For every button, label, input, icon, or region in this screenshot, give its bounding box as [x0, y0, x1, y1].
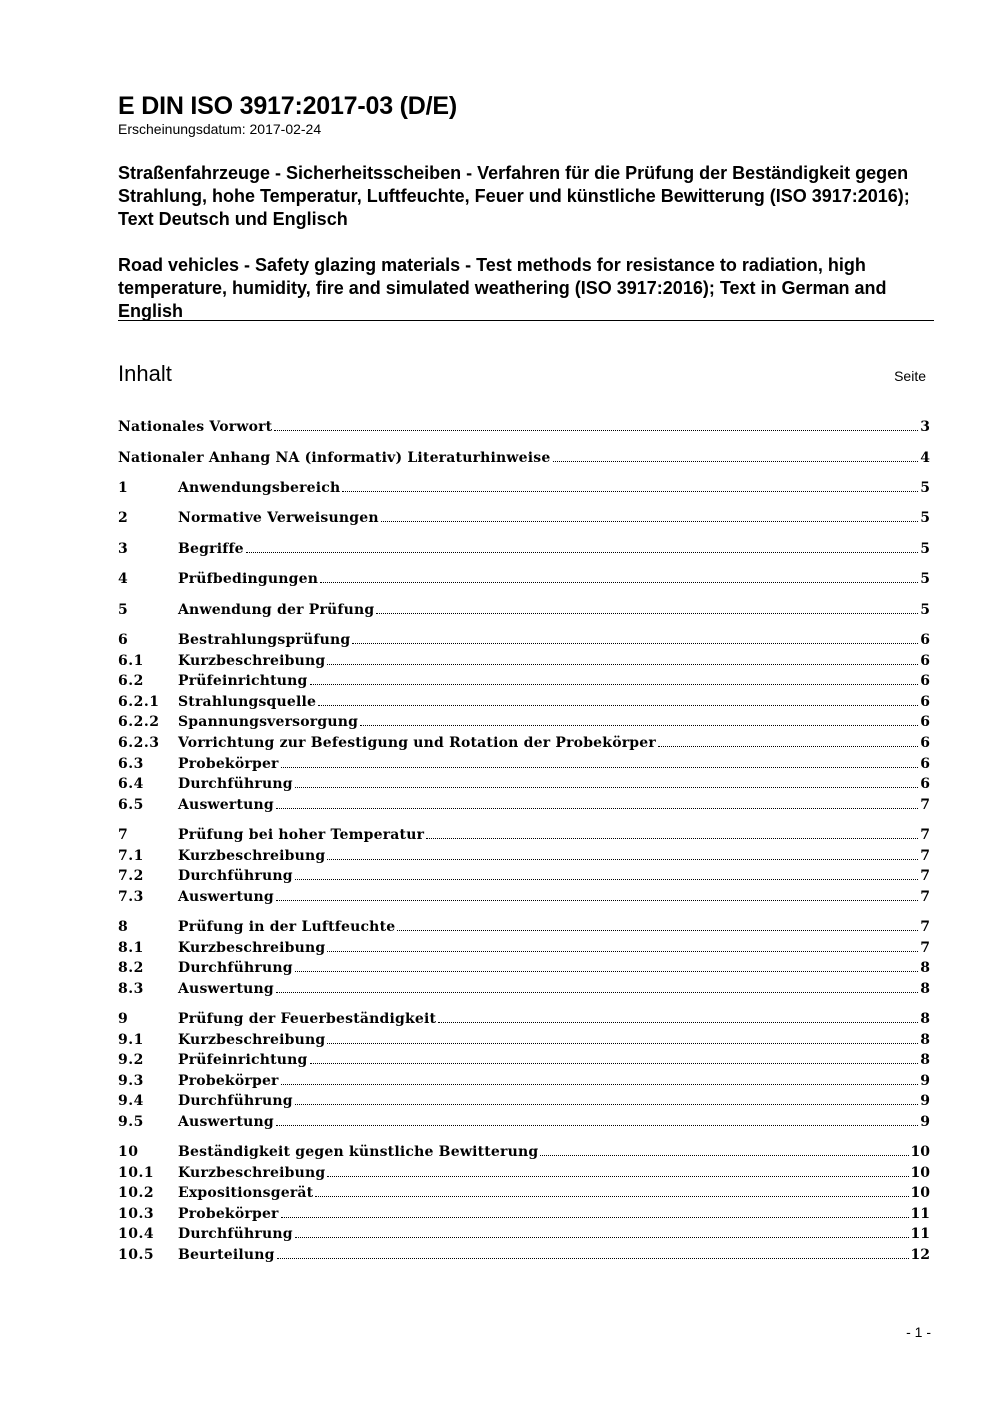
toc-entry-page: 9 [920, 1073, 930, 1089]
toc-entry-page: 7 [920, 827, 930, 843]
toc-entry-number: 10 [118, 1144, 139, 1160]
toc-entry-page: 7 [920, 797, 930, 813]
toc-entry-number: 6.5 [118, 797, 144, 813]
toc-entry-title: Prüfeinrichtung [178, 673, 308, 689]
toc-entry-number: 1 [118, 480, 129, 496]
toc-entry-title: Anwendung der Prüfung [178, 602, 375, 618]
toc-entry[interactable] [118, 1030, 930, 1050]
toc-entry-page: 7 [920, 868, 930, 884]
toc-entry-number: 10.3 [118, 1206, 155, 1222]
toc-entry-number: 7 [118, 827, 129, 843]
toc-entry-title: Kurzbeschreibung [178, 848, 326, 864]
toc-entry-page: 9 [920, 1093, 930, 1109]
toc-entry-number: 6.4 [118, 776, 144, 792]
toc-dot-leader [276, 808, 918, 809]
toc-entry[interactable] [118, 1050, 930, 1070]
toc-entry-page: 8 [920, 1032, 930, 1048]
toc-entry-title: Prüfung der Feuerbeständigkeit [178, 1011, 437, 1027]
toc-entry-number: 6.3 [118, 756, 144, 772]
toc-entry[interactable] [118, 887, 930, 907]
toc-entry[interactable] [118, 692, 930, 712]
toc-entry-page: 5 [920, 480, 930, 496]
toc-entry[interactable] [118, 1245, 930, 1265]
toc-entry[interactable] [118, 539, 930, 559]
toc-entry-page: 6 [920, 694, 930, 710]
toc-dot-leader [310, 1063, 919, 1064]
toc-entry[interactable] [118, 754, 930, 774]
toc-entry-number: 6.2.3 [118, 735, 160, 751]
page-number: - 1 - [906, 1324, 931, 1340]
toc-entry-number: 10.5 [118, 1247, 155, 1263]
toc-entry-title: Kurzbeschreibung [178, 940, 326, 956]
toc-entry-title: Kurzbeschreibung [178, 1032, 326, 1048]
publication-date: Erscheinungsdatum: 2017-02-24 [118, 121, 322, 137]
toc-dot-leader [276, 900, 918, 901]
toc-entry[interactable] [118, 938, 930, 958]
toc-dot-leader [320, 582, 918, 583]
toc-dot-leader [295, 1237, 909, 1238]
toc-entry[interactable] [118, 478, 930, 498]
toc-dot-leader [295, 971, 919, 972]
toc-entry-title: Probekörper [178, 1206, 279, 1222]
toc-entry[interactable] [118, 671, 930, 691]
toc-dot-leader [360, 725, 918, 726]
toc-entry-title: Durchführung [178, 960, 293, 976]
toc-dot-leader [327, 1043, 918, 1044]
toc-dot-leader [276, 992, 918, 993]
toc-entry-number: 9.1 [118, 1032, 144, 1048]
toc-entry[interactable] [118, 1091, 930, 1111]
toc-dot-leader [540, 1155, 908, 1156]
toc-entry-title: Auswertung [178, 797, 274, 813]
toc-entry[interactable] [118, 508, 930, 528]
toc-dot-leader [658, 746, 918, 747]
toc-entry-page: 5 [920, 510, 930, 526]
toc-entry-page: 5 [920, 571, 930, 587]
toc-entry-page: 11 [910, 1206, 930, 1222]
toc-entry-number: 8.1 [118, 940, 144, 956]
toc-entry-number: 9.2 [118, 1052, 144, 1068]
toc-entry-title: Nationaler Anhang NA (informativ) Literaturhinweise [118, 450, 551, 466]
toc-dot-leader [246, 552, 918, 553]
toc-entry-page: 10 [910, 1185, 930, 1201]
title-german: Straßenfahrzeuge - Sicherheitsscheiben - Verfahren für die Prüfung der Beständigkeit gegen Strahlung, hohe Temperatur, Luftfeuchte, Feuer und künstliche Bewitterung (ISO 3917:2016); Text Deutsch und Englisch [118, 163, 910, 229]
toc-entry-page: 6 [920, 714, 930, 730]
toc-entry[interactable] [118, 846, 930, 866]
toc-entry[interactable] [118, 1142, 930, 1162]
toc-dot-leader [553, 461, 919, 462]
toc-entry-title: Vorrichtung zur Befestigung und Rotation der Probekörper [178, 735, 656, 751]
toc-dot-leader [352, 643, 918, 644]
header-divider [118, 320, 934, 321]
toc-entry-number: 10.2 [118, 1185, 155, 1201]
toc-entry-page: 6 [920, 653, 930, 669]
toc-entry[interactable] [118, 1183, 930, 1203]
toc-dot-leader [281, 1084, 919, 1085]
toc-heading-row [118, 360, 926, 388]
toc-dot-leader [277, 1258, 909, 1259]
toc-entry-number: 9.5 [118, 1114, 144, 1130]
toc-entry-number: 6.2.1 [118, 694, 160, 710]
toc-dot-leader [327, 1176, 908, 1177]
toc-entry[interactable] [118, 774, 930, 794]
toc-entry-page: 8 [920, 1011, 930, 1027]
toc-entry[interactable] [118, 600, 930, 620]
toc-entry-title: Strahlungsquelle [178, 694, 317, 710]
toc-entry-page: 7 [920, 919, 930, 935]
toc-entry-number: 6.2.2 [118, 714, 160, 730]
toc-entry-number: 10.4 [118, 1226, 155, 1242]
toc-dot-leader [295, 1104, 919, 1105]
toc-entry-title: Begriffe [178, 541, 244, 557]
toc-entry-number: 4 [118, 571, 129, 587]
toc-dot-leader [281, 1217, 909, 1218]
toc-entry-title: Expositionsgerät [178, 1185, 314, 1201]
toc-entry[interactable] [118, 1009, 930, 1029]
toc-dot-leader [438, 1022, 918, 1023]
toc-entry-page: 4 [920, 450, 930, 466]
toc-entry[interactable] [118, 917, 930, 937]
toc-entry-page: 6 [920, 776, 930, 792]
toc-entry-number: 9.4 [118, 1093, 144, 1109]
toc-entry-page: 7 [920, 848, 930, 864]
toc-entry[interactable] [118, 569, 930, 589]
toc-entry-page: 10 [910, 1165, 930, 1181]
toc-dot-leader [327, 664, 918, 665]
toc-entry-page: 8 [920, 1052, 930, 1068]
toc-entry[interactable] [118, 958, 930, 978]
toc-entry-title: Durchführung [178, 1093, 293, 1109]
toc-entry[interactable] [118, 1224, 930, 1244]
toc-entry-title: Normative Verweisungen [178, 510, 379, 526]
toc-entry[interactable] [118, 1112, 930, 1132]
toc-entry-number: 8.3 [118, 981, 144, 997]
toc-entry-page: 6 [920, 673, 930, 689]
toc-entry-number: 9.3 [118, 1073, 144, 1089]
toc-entry-title: Nationales Vorwort [118, 419, 273, 435]
toc-entry-page: 6 [920, 735, 930, 751]
toc-entry-page: 11 [910, 1226, 930, 1242]
toc-entry[interactable] [118, 712, 930, 732]
toc-dot-leader [426, 838, 918, 839]
toc-entry-number: 7.3 [118, 889, 144, 905]
toc-entry-title: Durchführung [178, 776, 293, 792]
toc-entry-page: 7 [920, 889, 930, 905]
toc-entry-number: 8.2 [118, 960, 144, 976]
toc-entry-page: 6 [920, 632, 930, 648]
toc-entry-number: 8 [118, 919, 129, 935]
toc-entry-title: Auswertung [178, 981, 274, 997]
toc-entry-title: Auswertung [178, 889, 274, 905]
toc-entry-title: Auswertung [178, 1114, 274, 1130]
toc-dot-leader [276, 1125, 918, 1126]
toc-entry[interactable] [118, 1163, 930, 1183]
toc-entry[interactable] [118, 866, 930, 886]
toc-heading: Inhalt [118, 361, 172, 386]
toc-entry-number: 10.1 [118, 1165, 155, 1181]
toc-dot-leader [295, 787, 919, 788]
toc-entry-title: Beurteilung [178, 1247, 275, 1263]
toc-entry[interactable] [118, 651, 930, 671]
toc-dot-leader [381, 521, 919, 522]
toc-entry-page: 10 [910, 1144, 930, 1160]
toc-entry-title: Probekörper [178, 756, 279, 772]
toc-entry-page: 8 [920, 960, 930, 976]
toc-entry-page: 5 [920, 602, 930, 618]
toc-entry[interactable] [118, 1204, 930, 1224]
toc-entry[interactable] [118, 448, 930, 468]
toc-entry-number: 6 [118, 632, 129, 648]
toc-entry-page: 8 [920, 981, 930, 997]
toc-entry[interactable] [118, 1071, 930, 1091]
toc-entry[interactable] [118, 417, 930, 437]
toc-entry-number: 2 [118, 510, 129, 526]
toc-entry-number: 7.2 [118, 868, 144, 884]
toc-entry-page: 7 [920, 940, 930, 956]
toc-entry-page: 6 [920, 756, 930, 772]
toc-entry-number: 6.1 [118, 653, 144, 669]
document-id: E DIN ISO 3917:2017-03 (D/E) [118, 92, 457, 120]
toc-dot-leader [274, 430, 918, 431]
toc-dot-leader [281, 767, 919, 768]
toc-entry[interactable] [118, 630, 930, 650]
toc-dot-leader [295, 879, 919, 880]
toc-entry-title: Spannungsversorgung [178, 714, 359, 730]
document-header [118, 91, 934, 323]
toc-entry-page: 12 [910, 1247, 930, 1263]
toc-dot-leader [342, 491, 918, 492]
toc-entry-title: Kurzbeschreibung [178, 653, 326, 669]
toc-entry-number: 3 [118, 541, 129, 557]
title-english: Road vehicles - Safety glazing materials - Test methods for resistance to radiation, high temperature, humidity, fire and simulated weathering (ISO 3917:2016); Text in German and English [118, 255, 887, 321]
toc-entry-title: Kurzbeschreibung [178, 1165, 326, 1181]
toc-entry-number: 5 [118, 602, 129, 618]
toc-dot-leader [397, 930, 918, 931]
toc-entry-title: Durchführung [178, 868, 293, 884]
toc-entry-page: 9 [920, 1114, 930, 1130]
toc-entry-title: Prüfung bei hoher Temperatur [178, 827, 425, 843]
toc-entry[interactable] [118, 733, 930, 753]
toc-dot-leader [315, 1196, 908, 1197]
toc-entry-title: Prüfung in der Luftfeuchte [178, 919, 396, 935]
toc-entry-title: Anwendungsbereich [178, 480, 341, 496]
toc-entry-page: 5 [920, 541, 930, 557]
toc-entry-title: Prüfeinrichtung [178, 1052, 308, 1068]
toc-entry-title: Durchführung [178, 1226, 293, 1242]
toc-entry-number: 6.2 [118, 673, 144, 689]
toc-dot-leader [318, 705, 918, 706]
toc-entry-title: Bestrahlungsprüfung [178, 632, 351, 648]
toc-entry-title: Prüfbedingungen [178, 571, 319, 587]
toc-dot-leader [327, 859, 918, 860]
toc-dot-leader [327, 951, 918, 952]
toc-entry-number: 7.1 [118, 848, 144, 864]
toc-entry[interactable] [118, 825, 930, 845]
toc-entry-title: Beständigkeit gegen künstliche Bewitterung [178, 1144, 539, 1160]
toc-entry-number: 9 [118, 1011, 129, 1027]
toc-entry-title: Probekörper [178, 1073, 279, 1089]
toc-dot-leader [310, 684, 919, 685]
toc-entry-page: 3 [920, 419, 930, 435]
toc-page-column-label: Seite [894, 368, 926, 384]
toc-entry[interactable] [118, 795, 930, 815]
toc-dot-leader [376, 613, 918, 614]
toc-entry[interactable] [118, 979, 930, 999]
